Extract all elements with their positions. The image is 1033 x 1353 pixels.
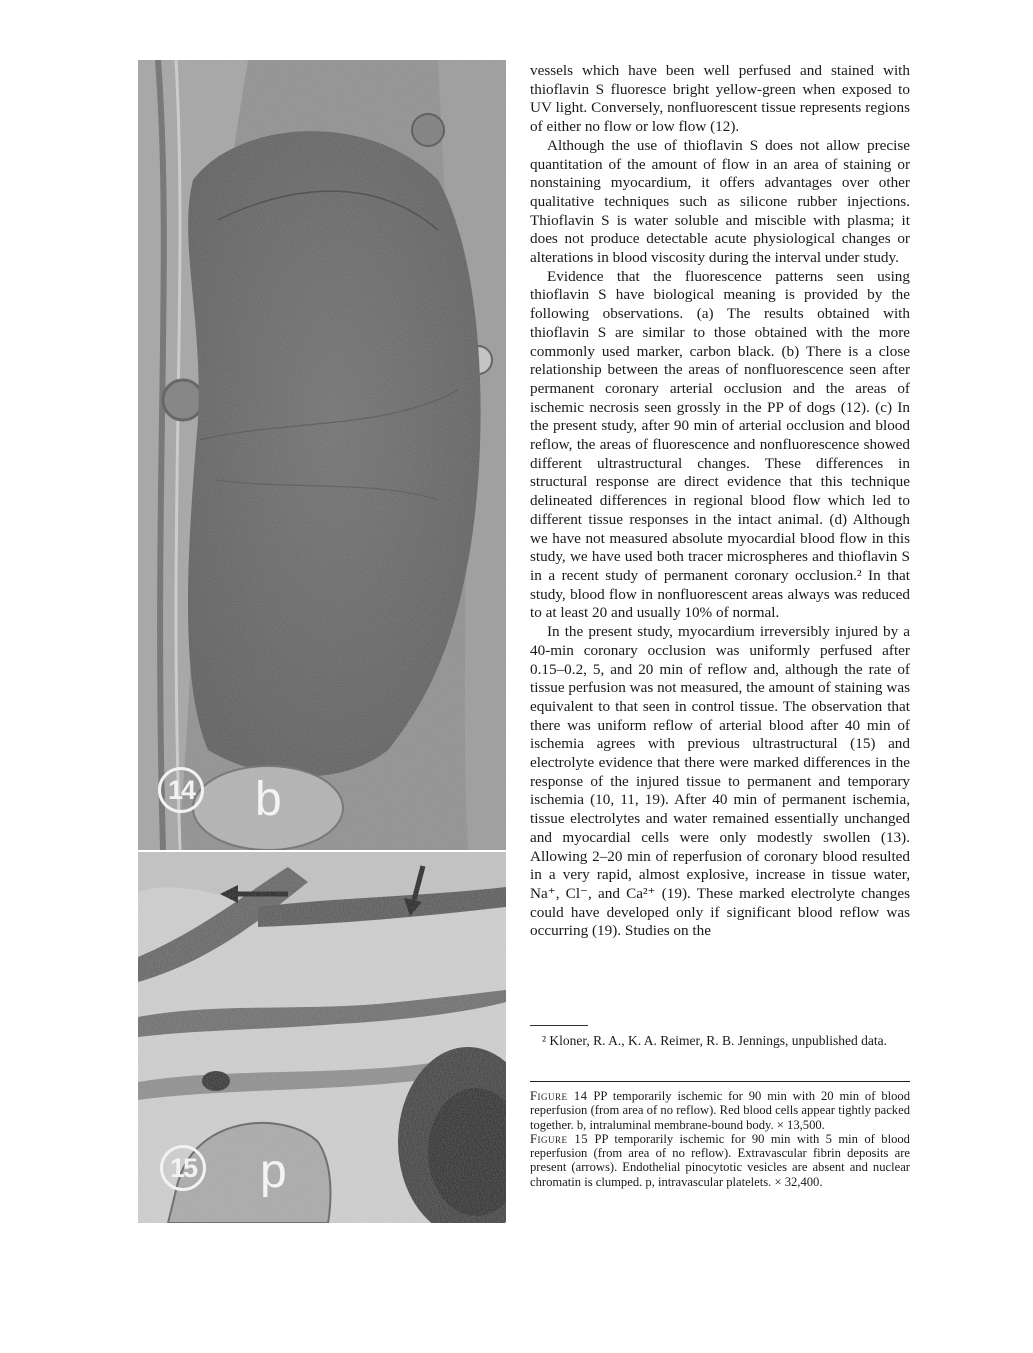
caption-14-lead: Figure 14 [530, 1089, 588, 1103]
figure-14-micrograph [138, 60, 506, 850]
figure-14-image [138, 60, 506, 850]
paragraph-3: Evidence that the fluorescence patterns seen using thioflavin S have biological meaning is provided by the following observations. (a) The results obtained with thioflavin S are similar to those obtained with the more commonly used marker, carbon black. (b) There is a close relationship between the areas of nonfluorescence seen after permanent coronary arterial occlusion and the areas of ischemic necrosis seen grossly in the PP of dogs (12). (c) In the present study, after 90 min of arterial occlusion and blood reflow, the areas of fluorescence and nonfluorescence showed different ultrastructural changes. These differences in structural response are direct evidence that this technique delineated differences in regional blood flow which led to different tissue responses in the intact animal. (d) Although we have not measured absolute myocardial blood flow in this study, we have used both tracer microspheres and thioflavin S in a recent study of permanent coronary occlusion.² In that study, blood flow in nonfluorescent areas always was reduced to at least 20 and usually 10% of normal. [530, 267, 910, 622]
figure-14-label: b [255, 773, 282, 826]
figure-15-number: 15 [160, 1145, 206, 1191]
footnote: ² Kloner, R. A., K. A. Reimer, R. B. Jennings, unpublished data. [542, 1033, 887, 1048]
paragraph-2: Although the use of thioflavin S does not allow precise quantitation of the amount of flow in an area of staining or nonstaining myocardium, it offers advantages over other qualitative techniques such as silicone rubber injections. Thioflavin S is water soluble and miscible with plasma; it does not produce detectable acute physiological changes or alterations in blood viscosity during the interval under study. [530, 136, 910, 267]
paragraph-1: vessels which have been well perfused and stained with thioflavin S fluoresce bright yellow-green when exposed to UV light. Conversely, nonfluorescent tissue represents regions of either no flow or low flow (12). [530, 62, 910, 136]
caption-divider [530, 1081, 910, 1082]
caption-figure-14 [530, 1089, 910, 1132]
paragraph-4: In the present study, myocardium irreversibly injured by a 40-min coronary occlusion was uniformly perfused after 0.15–0.2, 5, and 20 min of reflow and, although the rate of tissue perfusion was not measured, the amount of staining was equivalent to that seen in control tissue. The observation that there was uniform reflow of arterial blood after 40 min of ischemia agrees with previous ultrastructural (15) and electrolyte evidence that there were marked differences in the response of the injured tissue to permanent and temporary ischemia (10, 11, 19). After 40 min of permanent ischemia, tissue electrolytes and water remained essentially unchanged and myocardial cells were only modestly swollen (13). Allowing 2–20 min of reperfusion of coronary blood resulted in a very rapid, almost explosive, increase in tissue water, Na⁺, Cl⁻, and Ca²⁺ (19). These marked electrolyte changes could have developed only if significant blood reflow was occurring (19). Studies on the [530, 623, 910, 940]
figure-captions [530, 1089, 910, 1189]
footnote-divider [530, 1025, 588, 1026]
caption-figure-15 [530, 1132, 910, 1189]
figure-15-label: p [260, 1145, 287, 1198]
figures-column [138, 60, 506, 1223]
body-text-column [530, 62, 910, 941]
caption-14-text: PP temporarily ischemic for 90 min with 20 min of blood reperfusion (from area of no reflow). Red blood cells appear tightly packed together. b, intraluminal membrane-bound body. × 13,500. [530, 1089, 910, 1132]
caption-15-lead: Figure 15 [530, 1131, 589, 1146]
figure-14-number: 14 [158, 767, 204, 813]
caption-15-text: PP temporarily ischemic for 90 min with 5 min of blood reperfusion (from area of no reflow). Extravascular fibrin deposits are present (arrows). Endothelial pinocytotic vesicles are absent and nuclear chromatin is clumped. p, intravascular platelets. × 32,400. [530, 1131, 910, 1189]
figure-15-micrograph [138, 852, 506, 1223]
